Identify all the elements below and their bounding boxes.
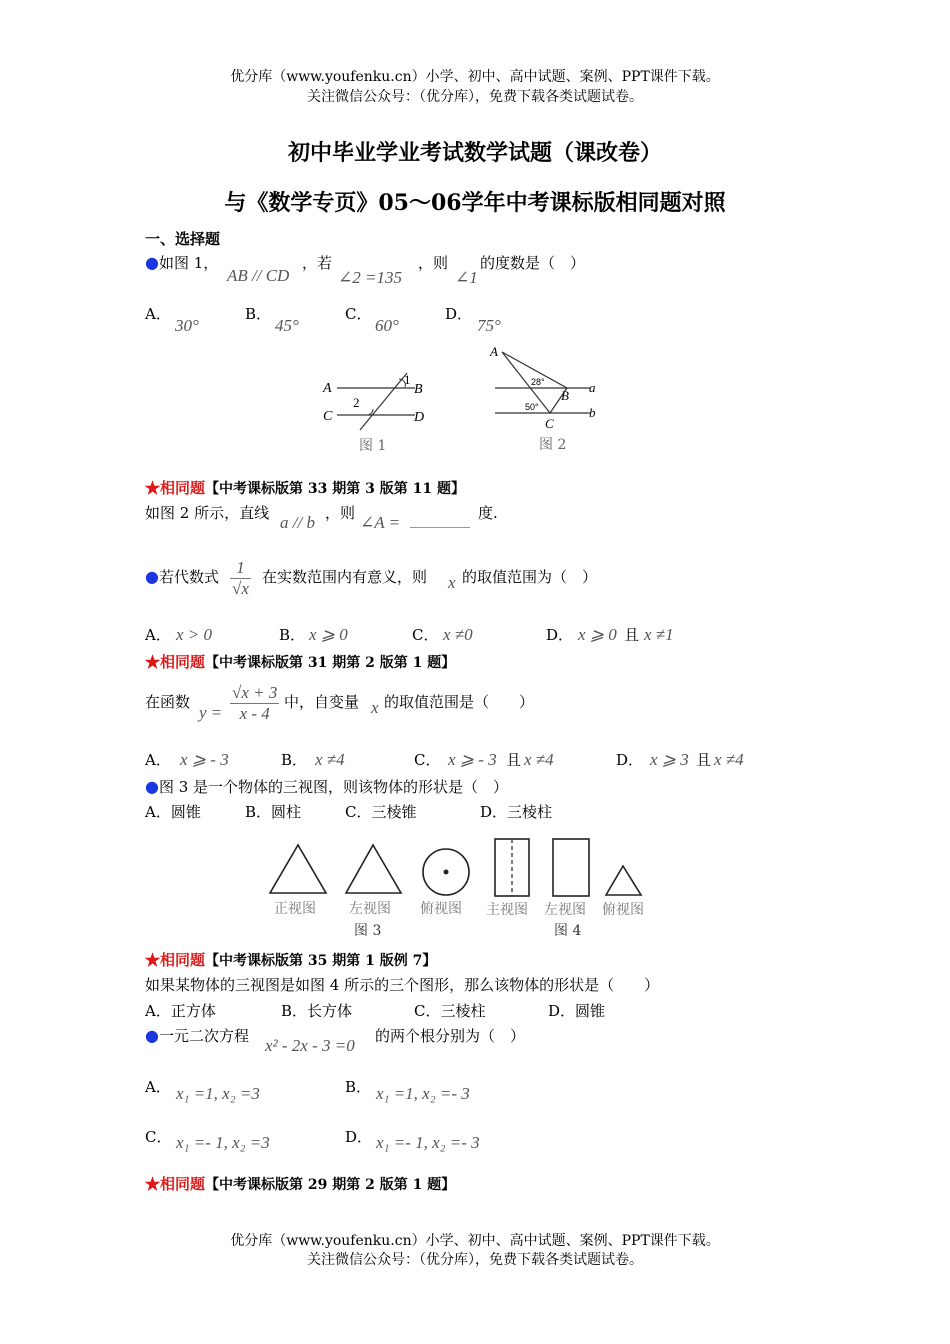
fig2-label-c: C — [545, 416, 554, 431]
question-4: ●一元二次方程 — [145, 1026, 249, 1045]
q1-option-c-label: C． — [345, 305, 372, 323]
related-4-header — [145, 1173, 455, 1194]
q1-condition-angle2: ∠2 =135 — [338, 268, 402, 287]
q4-post: 的两个根分别为（ ） — [375, 1027, 526, 1045]
q2-option-a-label: A． — [145, 626, 171, 644]
q2-option-a: x > 0 — [176, 625, 213, 644]
fig1-label-d: D — [414, 410, 425, 425]
q4-option-b: x₁ =1, x₂ =- 3 — [376, 1084, 470, 1103]
r2-option-a: x ⩾ - 3 — [180, 750, 229, 769]
r2-option-c: x ⩾ - 3 — [448, 750, 497, 769]
fig1-label-a: A — [323, 381, 332, 396]
header-line-2: 关注微信公众号：（优分库），免费下载各类试题试卷。 — [307, 89, 643, 105]
r1-answer-blank: ________ — [410, 510, 470, 528]
fig3-side-view-shape — [346, 845, 401, 893]
q1-option-b: 45° — [275, 316, 299, 335]
q4-option-b-label: B． — [345, 1078, 372, 1096]
q1-angle1: ∠1 — [455, 268, 478, 287]
r2-option-a-label: A． — [145, 751, 171, 769]
question-1: ●如图 1， — [145, 253, 219, 272]
q4-option-a-label: A． — [145, 1078, 171, 1096]
fig3-label-side: 左视图 — [349, 901, 391, 917]
q3-option-c: C．三棱锥 — [345, 803, 417, 821]
q2-option-d-and: 且 — [624, 626, 640, 644]
fig2-label-a: A — [490, 344, 498, 359]
footer-line-1: 优分库（www.youfenku.cn）小学、初中、高中试题、案例、PPT课件下载。 — [230, 1233, 720, 1249]
bullet-icon: ● — [145, 777, 159, 796]
question-2: ●若代数式 — [145, 567, 219, 586]
r2-option-c-and: 且 — [506, 751, 522, 769]
q4-option-d-label: D． — [345, 1128, 373, 1146]
fig2-line-b: b — [589, 405, 596, 420]
question-3: ●图 3 是一个物体的三视图，则该物体的形状是（ ） — [145, 777, 509, 796]
related-star-label: ★相同题 — [145, 653, 206, 671]
r2-var: x — [371, 698, 379, 717]
related-3-header — [145, 949, 436, 970]
q4-option-c: x₁ =- 1, x₂ =3 — [176, 1133, 270, 1152]
fig1-label-c: C — [323, 409, 333, 424]
figure-3-4-views — [262, 835, 662, 945]
r1-condition: a // b — [280, 513, 315, 532]
q2-option-d-2: x ≠1 — [644, 625, 674, 644]
fig1-caption: 图 1 — [359, 438, 387, 454]
page-subtitle: 与《数学专页》05～06学年中考课标版相同题对照 — [224, 190, 726, 216]
r3-option-a: A．正方体 — [145, 1002, 216, 1020]
r1-pre: 如图 2 所示，直线 — [145, 504, 270, 522]
r2-option-b-label: B． — [281, 751, 308, 769]
q2-option-b: x ⩾ 0 — [309, 625, 348, 644]
q2-option-c: x ≠0 — [443, 625, 473, 644]
fig2-line-a: a — [589, 380, 596, 395]
r2-option-d-label: D． — [616, 751, 644, 769]
bullet-icon: ● — [145, 1026, 159, 1045]
q4-option-c-label: C． — [145, 1128, 172, 1146]
q2-fraction: $\frac{1}{√x}$ — [232, 558, 249, 598]
q2-option-c-label: C． — [412, 626, 439, 644]
q4-equation: x² - 2x - 3 =0 — [265, 1036, 355, 1055]
r3-option-b: B．长方体 — [281, 1002, 353, 1020]
fig4-caption: 图 4 — [554, 923, 582, 939]
r3-option-c: C．三棱柱 — [414, 1002, 486, 1020]
q1-mid2: ，则 — [418, 254, 449, 272]
q4-option-a: x₁ =1, x₂ =3 — [176, 1084, 260, 1103]
q2-option-b-label: B． — [279, 626, 306, 644]
bullet-icon: ● — [145, 567, 159, 586]
fig4-label-front: 主视图 — [486, 902, 528, 918]
related-star-label: ★相同题 — [145, 951, 206, 969]
related-1-header — [145, 477, 465, 498]
r2-fraction: $\frac{√x + 3}{x - 4}$ — [232, 683, 278, 723]
q3-option-d: D．三棱柱 — [480, 803, 553, 821]
bullet-icon: ● — [145, 253, 159, 272]
q2-option-d-label: D． — [546, 626, 574, 644]
r2-post: 的取值范围是（ ） — [384, 693, 535, 711]
page-title: 初中毕业学业考试数学试题（课改卷） — [287, 140, 662, 166]
q1-mid: ，若 — [302, 254, 333, 272]
fig4-label-top: 俯视图 — [602, 902, 644, 918]
r2-option-c-2: x ≠4 — [524, 750, 554, 769]
r3-text: 如果某物体的三视图是如图 4 所示的三个图形，那么该物体的形状是（ ） — [145, 976, 660, 994]
r2-option-d: x ⩾ 3 — [650, 750, 689, 769]
fig1-angle-1: 1 — [404, 372, 411, 387]
q1-condition-parallel: AB // CD — [227, 266, 290, 285]
related-star-label: ★相同题 — [145, 479, 206, 497]
related-4-source: 【中考课标版第 29 期第 2 版第 1 题】 — [205, 1177, 456, 1193]
fig1-angle-2: 2 — [353, 395, 360, 410]
fig2-caption: 图 2 — [539, 437, 567, 453]
q1-option-c: 60° — [375, 316, 399, 335]
related-2-source: 【中考课标版第 31 期第 2 版第 1 题】 — [205, 655, 456, 671]
fig1-label-b: B — [414, 382, 423, 397]
r2-option-c-label: C． — [414, 751, 441, 769]
q2-var: x — [448, 573, 456, 592]
r3-option-d: D．圆锥 — [548, 1002, 606, 1020]
section-heading: 一、选择题 — [145, 230, 221, 248]
q1-option-d-label: D． — [445, 305, 473, 323]
q4-option-d: x₁ =- 1, x₂ =- 3 — [376, 1133, 480, 1152]
r2-lhs: y = — [199, 703, 223, 722]
fig3-label-front: 正视图 — [274, 901, 316, 917]
q1-post: 的度数是（ ） — [480, 254, 586, 272]
header-line-1: 优分库（www.youfenku.cn）小学、初中、高中试题、案例、PPT课件下载。 — [230, 69, 720, 85]
fig3-front-view-shape — [270, 845, 326, 893]
r1-mid: ，则 — [325, 504, 356, 522]
fig2-angle-50: 50° — [525, 402, 539, 412]
fig4-top-view-shape — [606, 866, 641, 895]
r2-option-d-2: x ≠4 — [714, 750, 744, 769]
q1-option-b-label: B． — [245, 305, 272, 323]
q1-option-d: 75° — [477, 316, 501, 335]
r2-mid: 中，自变量 — [284, 693, 360, 711]
figure-1-diagram — [315, 365, 440, 455]
r1-expression: ∠A = — [360, 513, 401, 532]
fig4-side-view-shape — [553, 839, 589, 896]
fig4-label-side: 左视图 — [544, 902, 586, 918]
q3-option-b: B．圆柱 — [245, 803, 302, 821]
r2-option-b: x ≠4 — [315, 750, 345, 769]
fig2-label-b: B — [561, 388, 569, 403]
footer-line-2: 关注微信公众号：（优分库），免费下载各类试题试卷。 — [307, 1252, 643, 1268]
related-1-source: 【中考课标版第 33 期第 3 版第 11 题】 — [205, 481, 465, 497]
q2-mid: 在实数范围内有意义，则 — [262, 568, 428, 586]
fig3-label-top: 俯视图 — [420, 901, 462, 917]
figure-2-diagram — [485, 342, 605, 457]
related-2-header — [145, 651, 455, 672]
q2-post: 的取值范围为（ ） — [462, 568, 598, 586]
related-3-source: 【中考课标版第 35 期第 1 版例 7】 — [205, 953, 437, 969]
r1-post: 度. — [478, 504, 498, 522]
r2-option-d-and: 且 — [696, 751, 712, 769]
q3-options: A．圆锥 — [145, 803, 201, 821]
fig2-angle-28: 28° — [531, 377, 545, 387]
q1-option-a-label: A． — [145, 305, 171, 323]
q1-option-a: 30° — [175, 316, 199, 335]
q2-option-d: x ⩾ 0 — [578, 625, 617, 644]
r2-pre: 在函数 — [145, 693, 191, 711]
related-star-label: ★相同题 — [145, 1175, 206, 1193]
fig3-caption: 图 3 — [354, 923, 382, 939]
